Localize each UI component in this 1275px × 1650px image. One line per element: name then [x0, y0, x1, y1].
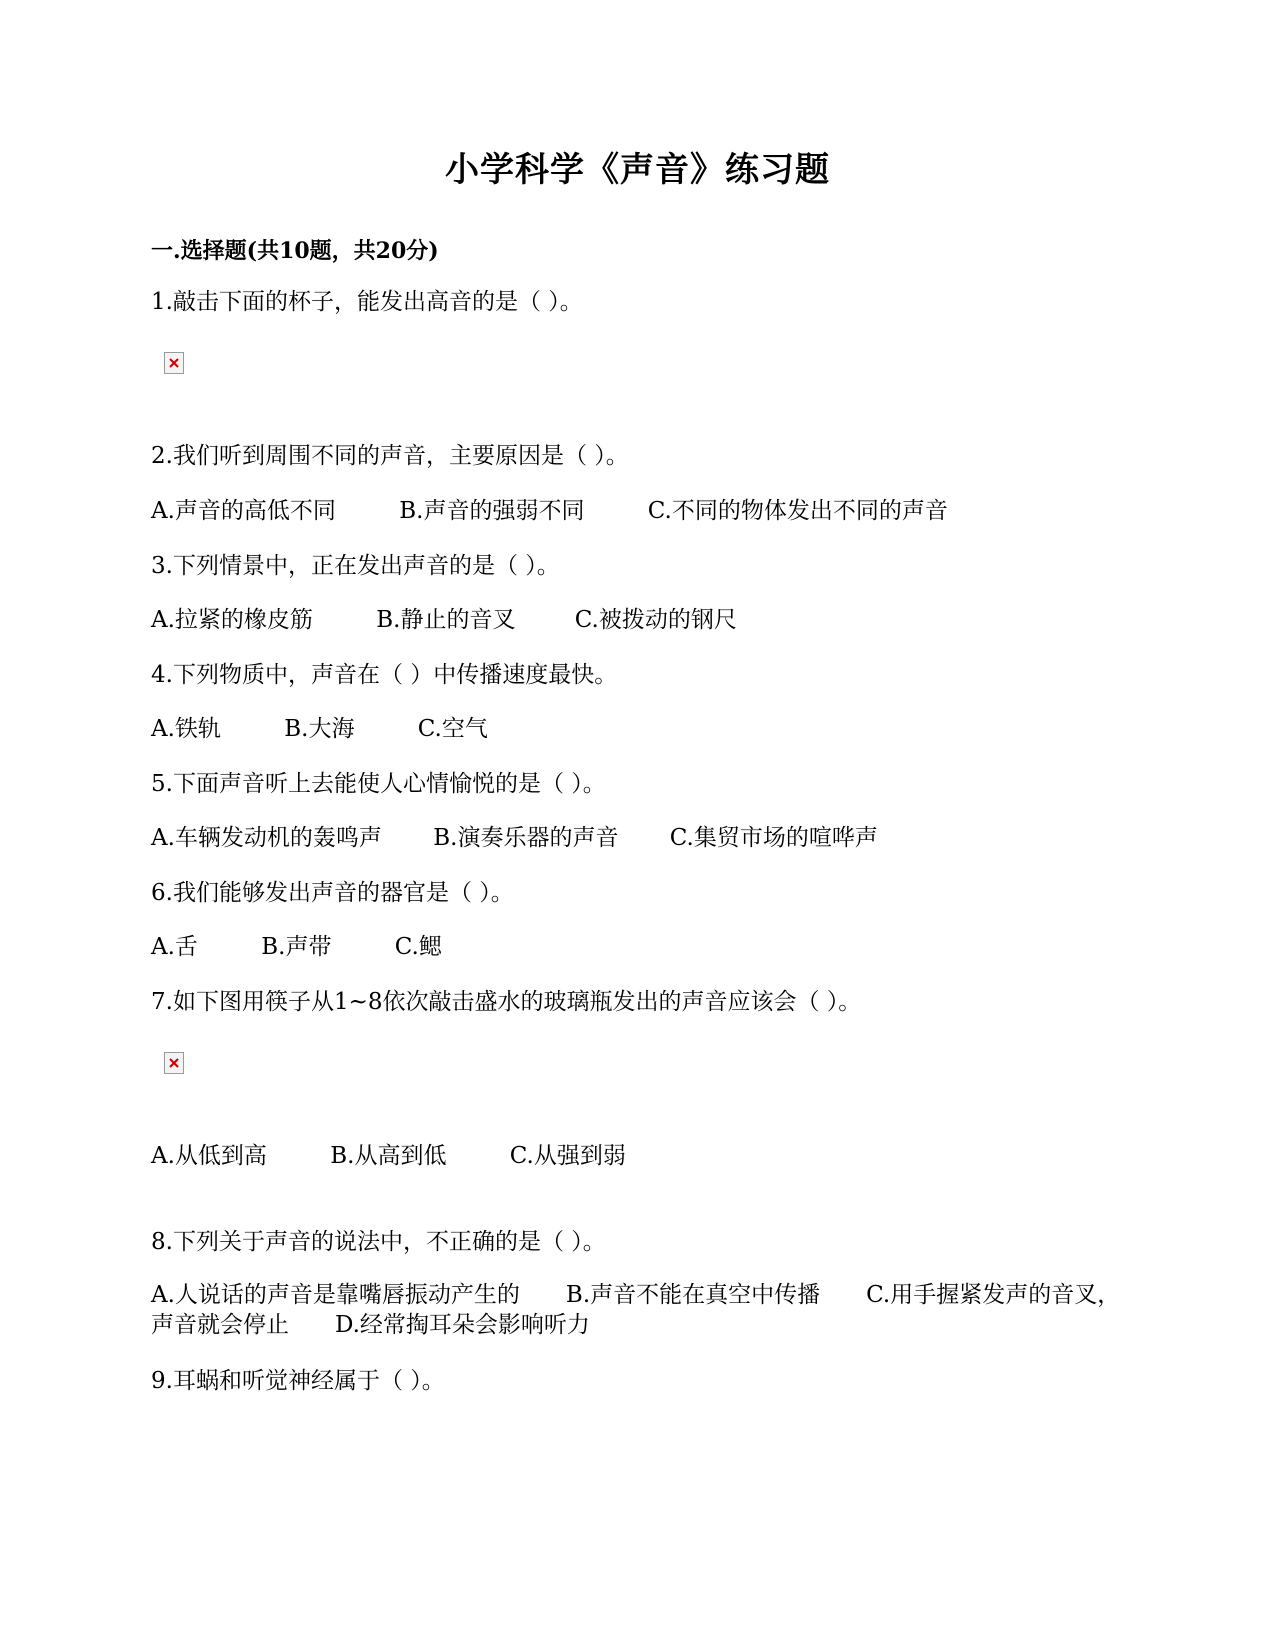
option-b: B.声音的强弱不同: [399, 498, 585, 524]
question-2-options: [151, 494, 948, 528]
option-b: B.大海: [284, 716, 355, 742]
question-7-options: [151, 1139, 626, 1173]
question-3-options: [151, 603, 737, 637]
option-c: C.不同的物体发出不同的声音: [647, 498, 948, 524]
option-d: D.经常掏耳朵会影响听力: [335, 1312, 590, 1338]
option-c: C.被拨动的钢尺: [574, 607, 737, 633]
question-7-stem: 7.如下图用筷子从1~8依次敲击盛水的玻璃瓶发出的声音应该会（ ）。: [151, 989, 862, 1015]
page-title: 小学科学《声音》练习题: [445, 150, 830, 190]
section-heading: 一.选择题(共10题，共20分): [151, 238, 439, 264]
broken-image-icon: [164, 1052, 184, 1074]
option-c: C.鳃: [394, 934, 442, 960]
option-a: A.舌: [151, 934, 198, 960]
question-9-stem: 9.耳蜗和听觉神经属于（ ）。: [151, 1368, 445, 1394]
question-6-options: [151, 930, 442, 964]
option-a: A.车辆发动机的轰鸣声: [151, 825, 382, 851]
option-b: B.从高到低: [330, 1143, 447, 1169]
option-b: B.演奏乐器的声音: [433, 825, 619, 851]
option-b: B.声音不能在真空中传播: [565, 1282, 821, 1308]
option-b: B.静止的音叉: [376, 607, 516, 633]
question-5-stem: 5.下面声音听上去能使人心情愉悦的是（ ）。: [151, 771, 606, 797]
option-b: B.声带: [261, 934, 332, 960]
question-1-stem: 1.敲击下面的杯子，能发出高音的是（ ）。: [151, 289, 583, 315]
option-a: A.拉紧的橡皮筋: [151, 607, 313, 633]
question-5-options: [151, 821, 878, 855]
option-c: C.空气: [417, 716, 488, 742]
question-8-stem: 8.下列关于声音的说法中，不正确的是（ ）。: [151, 1229, 606, 1255]
option-a: A.声音的高低不同: [151, 498, 336, 524]
image-placeholder-x-icon: [169, 1058, 179, 1068]
option-c: C.从强到弱: [509, 1143, 626, 1169]
question-8-options: [151, 1280, 1131, 1340]
option-c: C.用手握紧发声的音叉，声音就会停止: [151, 1282, 1121, 1338]
option-c: C.集贸市场的喧哗声: [669, 825, 878, 851]
question-4-stem: 4.下列物质中，声音在（ ）中传播速度最快。: [151, 662, 618, 688]
question-2-stem: 2.我们听到周围不同的声音，主要原因是（ ）。: [151, 443, 629, 469]
option-a: A.铁轨: [151, 716, 221, 742]
image-placeholder-x-icon: [169, 358, 179, 368]
question-6-stem: 6.我们能够发出声音的器官是（ ）。: [151, 880, 514, 906]
broken-image-icon: [164, 352, 184, 374]
option-a: A.人说话的声音是靠嘴唇振动产生的: [151, 1282, 520, 1308]
question-4-options: [151, 712, 488, 746]
question-3-stem: 3.下列情景中，正在发出声音的是（ ）。: [151, 553, 560, 579]
option-a: A.从低到高: [151, 1143, 267, 1169]
